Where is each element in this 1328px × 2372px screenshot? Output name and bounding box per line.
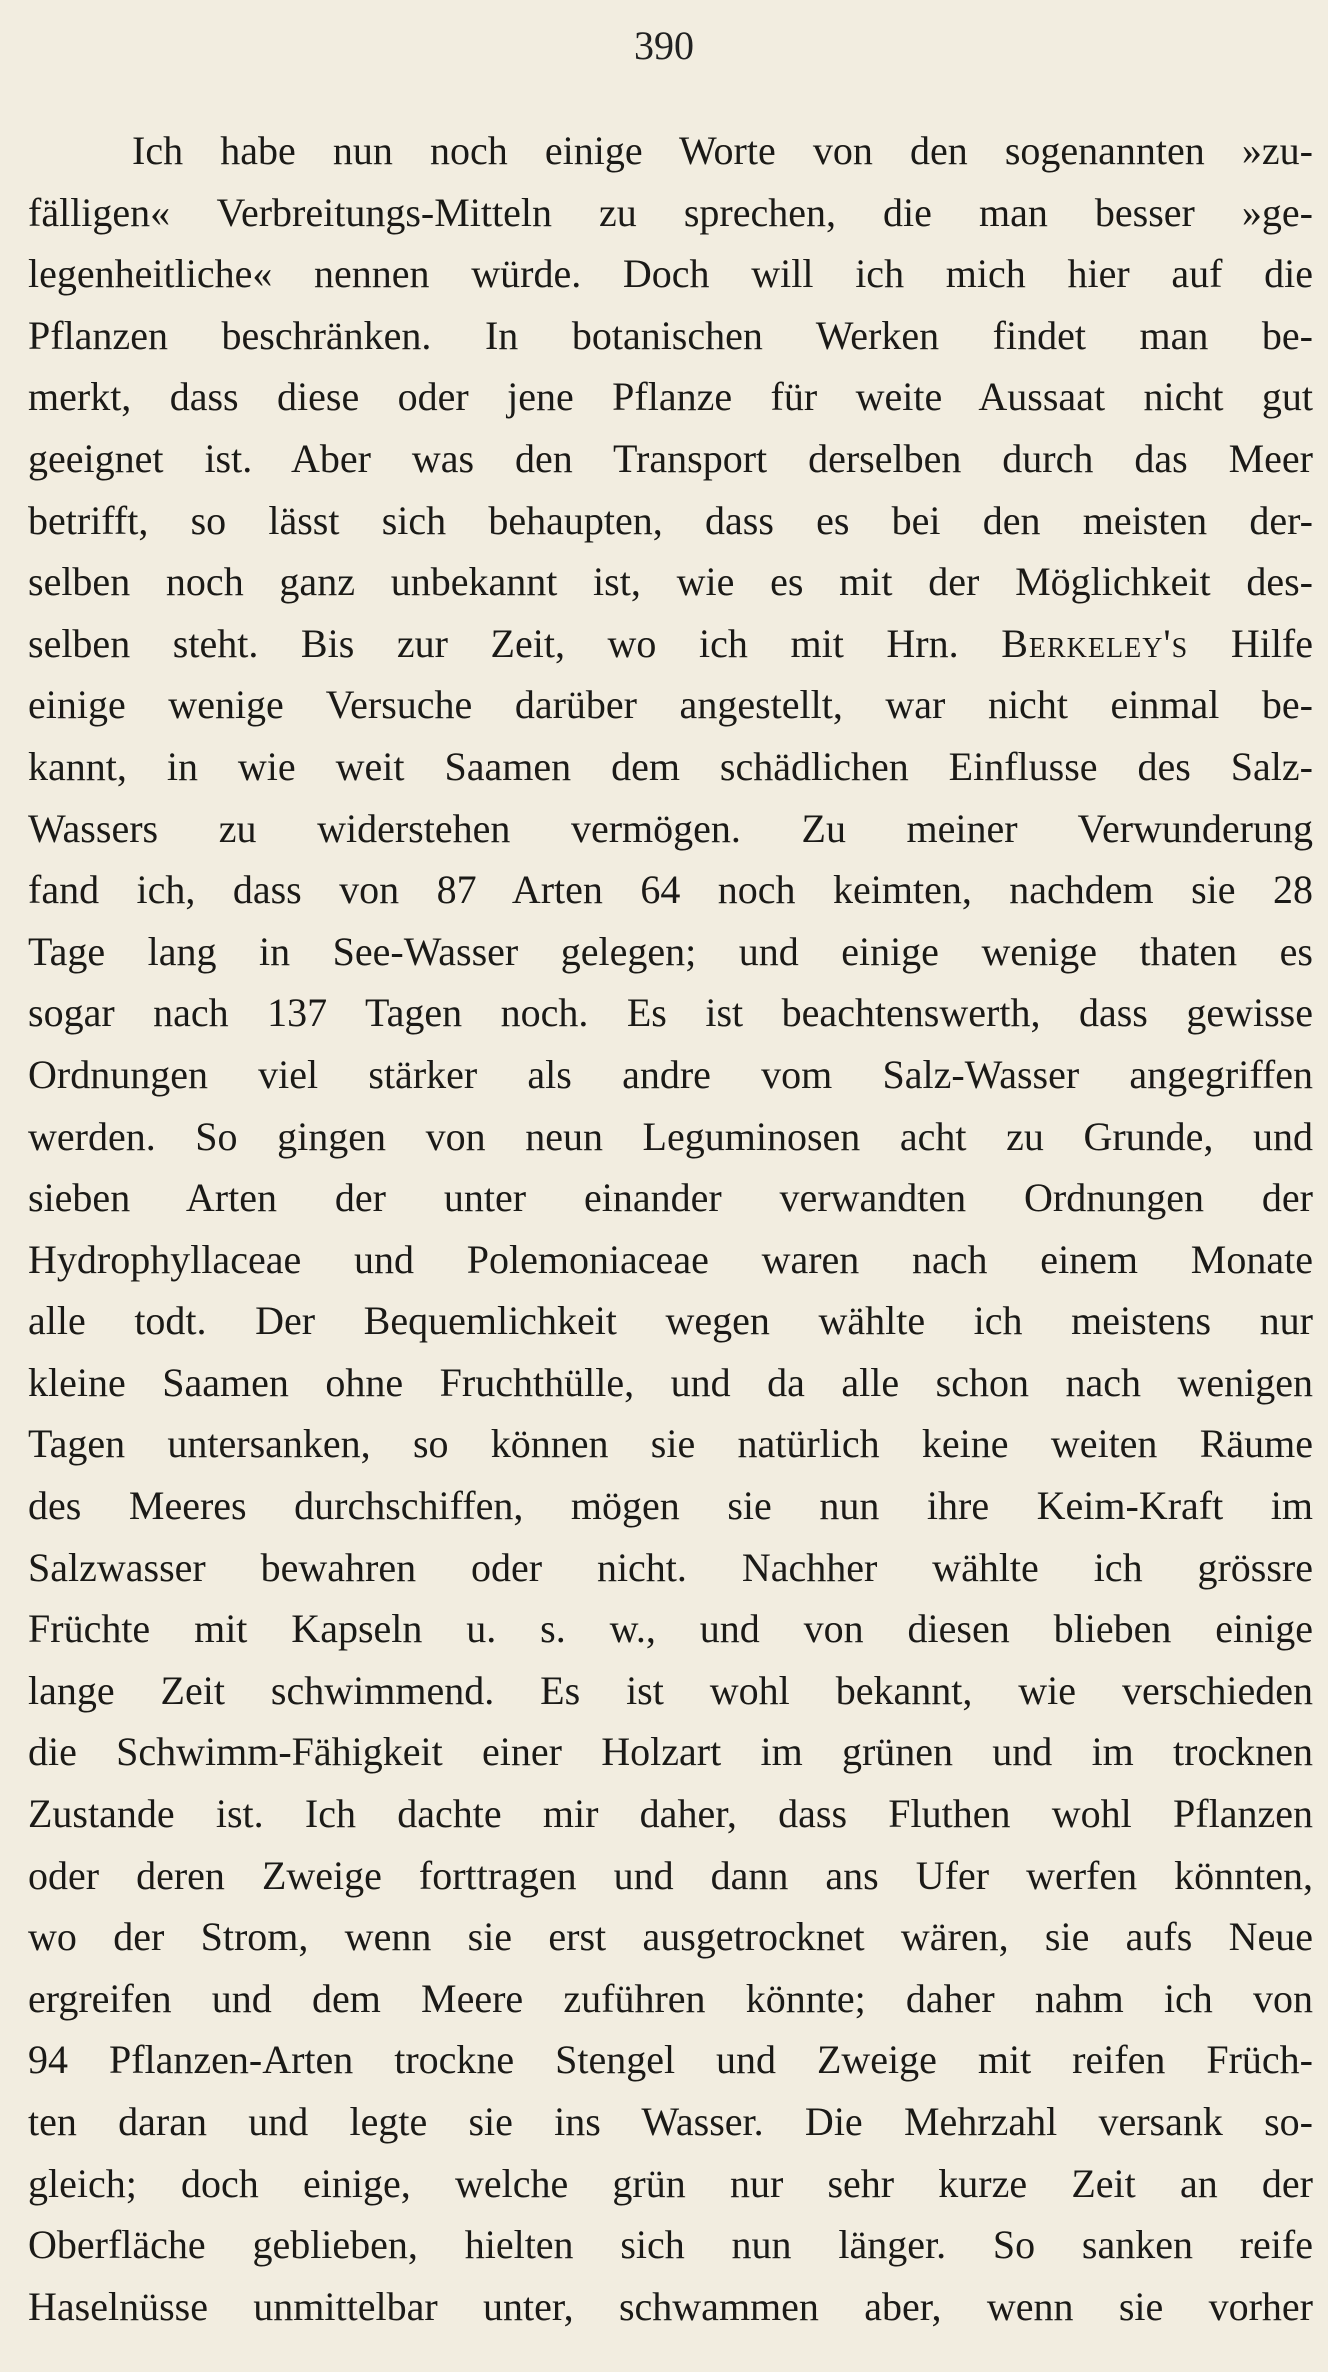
text-line: werden. So gingen von neun Leguminosen acht zu Grunde, und (28, 1113, 1313, 1159)
text-line: Haselnüsse unmittelbar unter, schwammen aber, wenn sie vorher (28, 2283, 1313, 2329)
text-line: Früchte mit Kapseln u. s. w., und von diesen blieben einige (28, 1606, 1313, 1652)
text-line: Pflanzen beschränken. In botanischen Werken findet man be- (28, 312, 1313, 358)
text-line-with-name (28, 613, 1313, 675)
text-line: kannt, in wie weit Saamen dem schädlichen Einflusse des Salz- (28, 743, 1313, 789)
text-line: geeignet ist. Aber was den Transport derselben durch das Meer (28, 435, 1313, 481)
text-segment: Hilfe (1230, 620, 1313, 666)
text-line: merkt, dass diese oder jene Pflanze für weite Aussaat nicht gut (28, 374, 1313, 420)
text-line: die Schwimm-Fähigkeit einer Holzart im grünen und im trocknen (28, 1729, 1313, 1775)
text-line: Ordnungen viel stärker als andre vom Salz-Wasser angegriffen (28, 1051, 1313, 1097)
text-line: legenheitliche« nennen würde. Doch will ich mich hier auf die (28, 251, 1313, 297)
text-line: Ich habe nun noch einige Worte von den sogenannten »zu- (132, 128, 1313, 173)
text-line: kleine Saamen ohne Fruchthülle, und da alle schon nach wenigen (28, 1359, 1313, 1405)
text-line: selben noch ganz unbekannt ist, wie es mit der Möglichkeit des- (28, 559, 1313, 605)
text-line: Hydrophyllaceae und Polemoniaceae waren nach einem Monate (28, 1236, 1313, 1282)
text-line: fand ich, dass von 87 Arten 64 noch keimten, nachdem sie 28 (28, 867, 1313, 913)
page-number: 390 (634, 23, 694, 68)
text-line: alle todt. Der Bequemlichkeit wegen wählte ich meistens nur (28, 1298, 1313, 1344)
body-paragraph (28, 120, 1313, 2337)
text-line: fälligen« Verbreitungs-Mitteln zu sprechen, die man besser »ge- (28, 189, 1313, 235)
text-line: oder deren Zweige forttragen und dann ans Ufer werfen könnten, (28, 1852, 1313, 1898)
text-line: 94 Pflanzen-Arten trockne Stengel und Zweige mit reifen Früch- (28, 2037, 1313, 2083)
text-line: Tage lang in See-Wasser gelegen; und einige wenige thaten es (28, 928, 1313, 974)
text-line: ergreifen und dem Meere zuführen könnte; daher nahm ich von (28, 1975, 1313, 2021)
text-line: sieben Arten der unter einander verwandten Ordnungen der (28, 1175, 1313, 1221)
text-line: des Meeres durchschiffen, mögen sie nun ihre Keim-Kraft im (28, 1483, 1313, 1529)
text-line: ten daran und legte sie ins Wasser. Die Mehrzahl versank so- (28, 2099, 1313, 2144)
text-line: Oberfläche geblieben, hielten sich nun länger. So sanken reife (28, 2222, 1313, 2268)
text-line: betrifft, so lässt sich behaupten, dass es bei den meisten der- (28, 497, 1313, 543)
text-line: Tagen untersanken, so können sie natürlich keine weiten Räume (28, 1421, 1313, 1467)
text-line: einige wenige Versuche darüber angestellt, war nicht einmal be- (28, 682, 1313, 728)
text-line: lange Zeit schwimmend. Es ist wohl bekannt, wie verschieden (28, 1667, 1313, 1713)
text-line: wo der Strom, wenn sie erst ausgetrocknet wären, sie aufs Neue (28, 1914, 1313, 1960)
text-line: Zustande ist. Ich dachte mir daher, dass Fluthen wohl Pflanzen (28, 1791, 1313, 1837)
text-line: Wassers zu widerstehen vermögen. Zu meiner Verwunderung (28, 805, 1313, 851)
person-name: Berkeley's (1001, 620, 1189, 666)
text-line: sogar nach 137 Tagen noch. Es ist beachtenswerth, dass gewisse (28, 990, 1313, 1036)
text-line: Salzwasser bewahren oder nicht. Nachher wählte ich grössre (28, 1544, 1313, 1590)
text-segment: selben steht. Bis zur Zeit, wo ich mit Hrn. (28, 620, 959, 666)
text-line: gleich; doch einige, welche grün nur sehr kurze Zeit an der (28, 2160, 1313, 2206)
